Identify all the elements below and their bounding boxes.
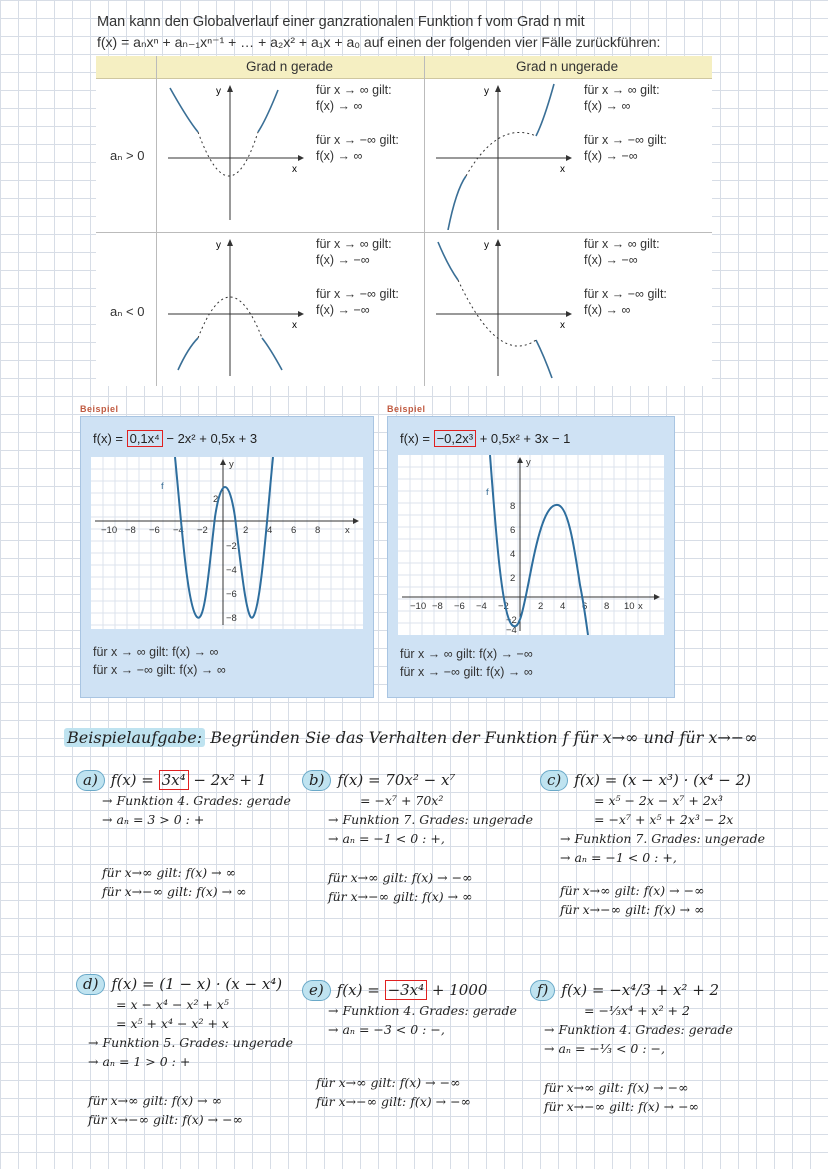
global-behaviour-table (96, 56, 712, 386)
axis-y-label: y (484, 240, 489, 251)
task-text: Begründen Sie das Verhalten der Funktion f für x→∞ und für x→−∞ (205, 728, 758, 747)
x-tick: −10 (410, 601, 427, 612)
x-tick: −10 (101, 525, 118, 536)
x-axis-label: x (638, 601, 643, 612)
axis-x-label: x (560, 320, 565, 331)
axis-x-label: x (292, 164, 297, 175)
y-tick: 2 (213, 494, 219, 505)
solution-d: d) f(x) = (1 − x) · (x − x⁴) = x − x⁴ − x² + x⁵ = x⁵ + x⁴ − x² + x → Funktion 5. Grades: ungerade → aₙ = 1 > 0 : + für x→∞ gilt: f(x) → ∞ für x→−∞ gilt: f(x) → −∞ (76, 974, 293, 1129)
y-tick: −8 (226, 613, 237, 624)
axis-y-label: y (216, 240, 221, 251)
example-box-left (80, 416, 374, 698)
y-tick: −4 (506, 625, 517, 635)
solution-e: e) f(x) = −3x⁴ + 1000 → Funktion 4. Grades: gerade → aₙ = −3 < 0 : −, für x→∞ gilt: f(x) → −∞ für x→−∞ gilt: f(x) → −∞ (302, 980, 517, 1111)
y-axis-label: y (526, 457, 531, 468)
intro-text (97, 12, 757, 52)
example-box-right (387, 416, 675, 698)
graph-odd-negative (426, 236, 576, 386)
case-odd-positive: für x → ∞ gilt: f(x) → ∞ für x → −∞ gilt: f(x) → −∞ (584, 83, 667, 163)
axis-y-label: y (216, 86, 221, 97)
x-tick: −4 (173, 525, 184, 536)
example-right-graph (398, 455, 664, 635)
column-divider (424, 56, 425, 386)
example-left-limits: für x → ∞ gilt: f(x) → ∞ für x → −∞ gilt: f(x) → ∞ (93, 645, 226, 677)
graph-even-positive (158, 80, 308, 230)
example-left-graph (91, 457, 363, 629)
graph-even-negative (158, 236, 308, 386)
case-even-positive: für x → ∞ gilt: f(x) → ∞ für x → −∞ gilt: f(x) → ∞ (316, 83, 399, 163)
x-tick: −4 (476, 601, 487, 612)
axis-y-label: y (484, 86, 489, 97)
task-line (64, 728, 758, 747)
y-tick: 4 (510, 549, 516, 560)
row-label-positive: aₙ > 0 (110, 148, 145, 163)
x-tick: −8 (125, 525, 136, 536)
y-tick: −6 (226, 589, 237, 600)
curve-label: f (486, 487, 489, 498)
intro-line-1: Man kann den Globalverlauf einer ganzrationalen Funktion f vom Grad n mit (97, 14, 585, 30)
solution-a: a) f(x) = 3x⁴ − 2x² + 1 → Funktion 4. Grades: gerade → aₙ = 3 > 0 : + für x→∞ gilt: f(x) → ∞ für x→−∞ gilt: f(x) → ∞ (76, 770, 291, 901)
header-odd: Grad n ungerade (516, 59, 619, 74)
example-label-right: Beispiel (387, 404, 426, 414)
axis-x-label: x (292, 320, 297, 331)
example-label-left: Beispiel (80, 404, 119, 414)
x-tick: 6 (291, 525, 297, 536)
curve-label: f (161, 481, 164, 492)
solution-c: c) f(x) = (x − x³) · (x⁴ − 2) = x⁵ − 2x − x⁷ + 2x³ = −x⁷ + x⁵ + 2x³ − 2x → Funktion 7. Grades: ungerade → aₙ = −1 < 0 : +, für x→∞ gilt: f(x) → −∞ für x→−∞ gilt: f(x) → ∞ (540, 770, 765, 919)
x-tick: 6 (582, 601, 588, 612)
x-axis-label: x (345, 525, 350, 536)
example-right-function: f(x) = −0,2x³ + 0,5x² + 3x − 1 (400, 431, 571, 446)
solution-f: f) f(x) = −x⁴/3 + x² + 2 = −⅓x⁴ + x² + 2 → Funktion 4. Grades: gerade → aₙ = −⅓ < 0 : −, für x→∞ gilt: f(x) → −∞ für x→−∞ gilt: f(x) → −∞ (530, 980, 733, 1116)
x-tick: −2 (498, 601, 509, 612)
task-label: Beispielaufgabe: (64, 728, 205, 747)
row-label-negative: aₙ < 0 (110, 304, 145, 319)
intro-line-2: f(x) = aₙxⁿ + aₙ₋₁xⁿ⁻¹ + … + a₂x² + a₁x + a₀ auf einen der folgenden vier Fälle zurückführen: (97, 34, 661, 50)
x-tick: −6 (454, 601, 465, 612)
x-tick: −6 (149, 525, 160, 536)
header-even: Grad n gerade (246, 59, 334, 74)
graph-odd-positive (426, 80, 576, 230)
case-even-negative: für x → ∞ gilt: f(x) → −∞ für x → −∞ gilt: f(x) → −∞ (316, 237, 399, 317)
row-divider (96, 232, 712, 233)
example-right-limits: für x → ∞ gilt: f(x) → −∞ für x → −∞ gilt: f(x) → ∞ (400, 647, 533, 679)
x-tick: 4 (267, 525, 273, 536)
x-tick: 8 (604, 601, 610, 612)
x-tick: −8 (432, 601, 443, 612)
y-tick: −2 (226, 541, 237, 552)
y-tick: −4 (226, 565, 237, 576)
table-header (96, 56, 712, 79)
y-tick: 2 (510, 573, 516, 584)
x-tick: −2 (197, 525, 208, 536)
y-tick: 8 (510, 501, 516, 512)
x-tick: 10 (624, 601, 635, 612)
y-tick: 6 (510, 525, 516, 536)
x-tick: 4 (560, 601, 566, 612)
x-tick: 2 (538, 601, 544, 612)
y-tick: −2 (506, 615, 517, 626)
x-tick: 2 (243, 525, 249, 536)
solution-b: b) f(x) = 70x² − x⁷ = −x⁷ + 70x² → Funktion 7. Grades: ungerade → aₙ = −1 < 0 : +, für x→∞ gilt: f(x) → −∞ für x→−∞ gilt: f(x) → ∞ (302, 770, 533, 906)
axis-x-label: x (560, 164, 565, 175)
y-axis-label: y (229, 459, 234, 470)
case-odd-negative: für x → ∞ gilt: f(x) → −∞ für x → −∞ gilt: f(x) → ∞ (584, 237, 667, 317)
x-tick: 8 (315, 525, 321, 536)
example-left-function: f(x) = 0,1x⁴ − 2x² + 0,5x + 3 (93, 431, 258, 446)
column-divider (156, 56, 157, 386)
